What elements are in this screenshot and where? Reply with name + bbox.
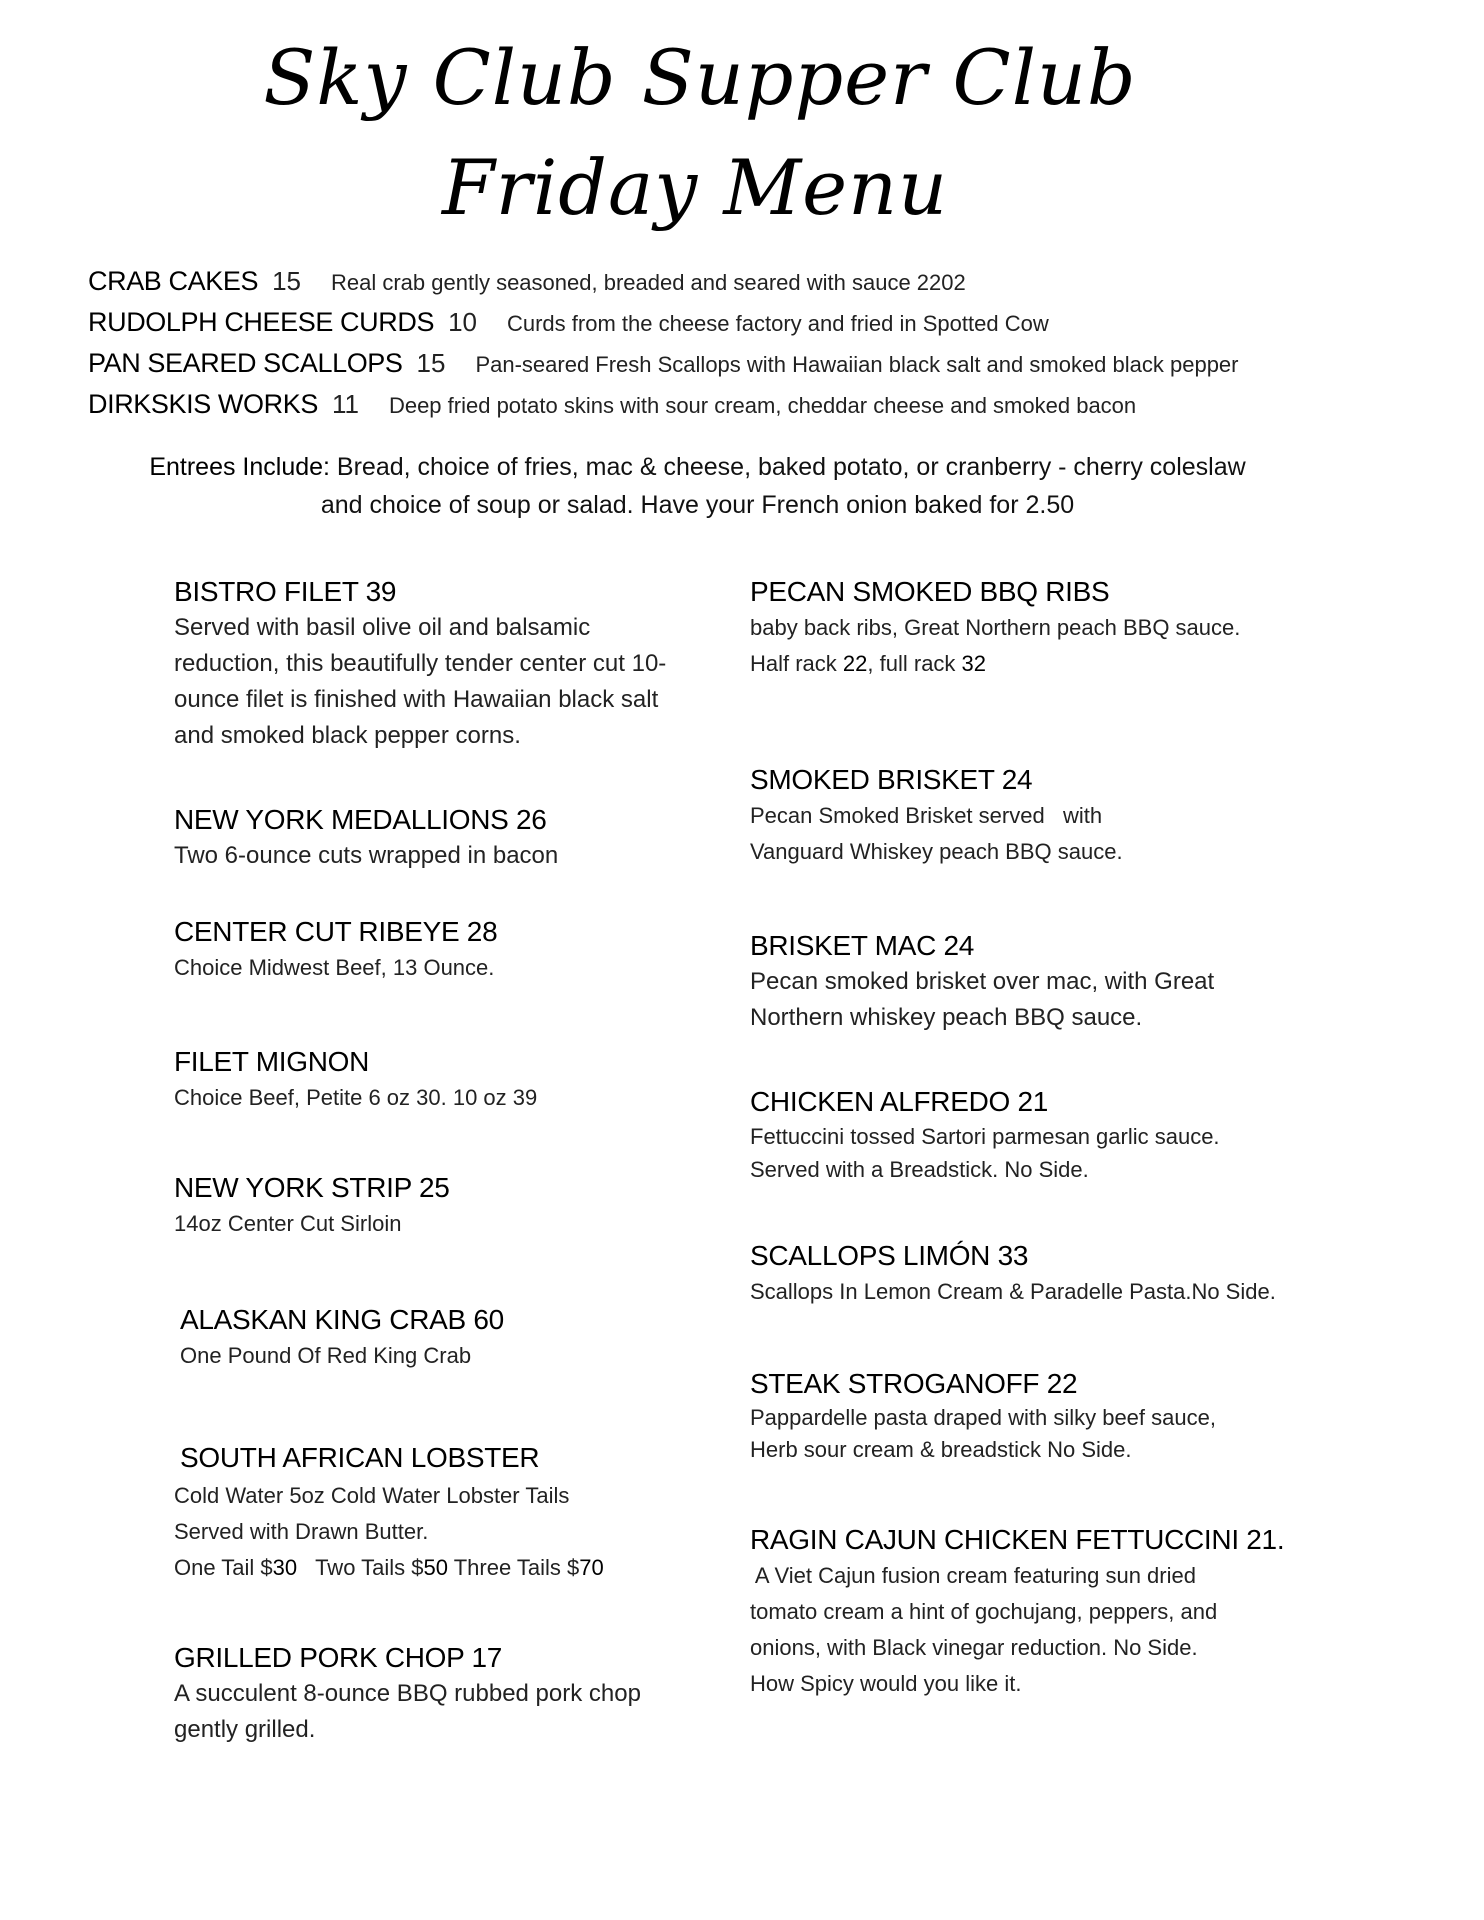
- entree-description: Choice Midwest Beef, 13 Ounce.: [174, 955, 495, 980]
- entrees-include-line1: Bread, choice of fries, mac & cheese, baked potato, or cranberry - cherry coleslaw: [329, 453, 1246, 481]
- entree-description: Herb sour cream & breadstick No Side.: [750, 1437, 1132, 1462]
- entree-name: NEW YORK MEDALLIONS 26: [174, 804, 547, 835]
- lobster-prices: One Tail $30 Two Tails $50 Three Tails $70: [174, 1555, 604, 1580]
- appetizer-list: [88, 266, 1468, 430]
- entree-item: [750, 1522, 1320, 1702]
- appetizer-description: Deep fried potato skins with sour cream, cheddar cheese and smoked bacon: [388, 393, 1137, 418]
- entree-item: [750, 1366, 1320, 1466]
- appetizer-name: RUDOLPH CHEESE CURDS: [88, 307, 435, 337]
- entree-item: [174, 1640, 744, 1748]
- appetizer-price: 15: [272, 266, 301, 296]
- entree-description: ounce filet is finished with Hawaiian black salt: [174, 686, 659, 713]
- entree-description: Northern whiskey peach BBQ sauce.: [750, 1004, 1143, 1031]
- entree-item: [174, 914, 744, 986]
- menu-title: Friday Menu: [441, 143, 949, 232]
- appetizer-description: Curds from the cheese factory and fried in Spotted Cow: [506, 311, 1049, 336]
- entree-name: ALASKAN KING CRAB 60: [180, 1304, 504, 1335]
- entree-name: RAGIN CAJUN CHICKEN FETTUCCINI 21.: [750, 1524, 1285, 1555]
- entrees-include-note: [100, 448, 1295, 524]
- appetizer-item: [88, 266, 1468, 307]
- entree-description: Choice Beef, Petite 6 oz 30. 10 oz 39: [174, 1085, 538, 1110]
- entree-description: A succulent 8-ounce BBQ rubbed pork chop: [174, 1680, 641, 1707]
- entree-name: FILET MIGNON: [174, 1046, 370, 1077]
- entree-item: [750, 1084, 1320, 1186]
- entree-description: Served with Drawn Butter.: [174, 1519, 429, 1544]
- entree-item: [180, 1440, 750, 1476]
- entree-description: gently grilled.: [174, 1716, 316, 1743]
- entree-description: Cold Water 5oz Cold Water Lobster Tails: [174, 1483, 570, 1508]
- entree-item: [750, 574, 1320, 682]
- appetizer-name: DIRKSKIS WORKS: [88, 389, 318, 419]
- appetizer-description: Pan-seared Fresh Scallops with Hawaiian black salt and smoked black pepper: [475, 352, 1239, 377]
- appetizer-item: [88, 389, 1468, 430]
- entree-name: NEW YORK STRIP 25: [174, 1172, 450, 1203]
- appetizer-price: 11: [331, 389, 359, 419]
- rib-prices: Half rack 22, full rack 32: [750, 651, 987, 676]
- restaurant-title: Sky Club Supper Club: [263, 33, 1137, 122]
- appetizer-description: Real crab gently seasoned, breaded and seared with sauce 2202: [330, 270, 966, 295]
- entree-description: Two 6-ounce cuts wrapped in bacon: [174, 842, 559, 869]
- entree-description: Vanguard Whiskey peach BBQ sauce.: [750, 839, 1123, 864]
- entree-description: One Pound Of Red King Crab: [180, 1343, 472, 1368]
- entree-name: BISTRO FILET 39: [174, 576, 397, 607]
- entree-description: onions, with Black vinegar reduction. No Side.: [750, 1635, 1198, 1660]
- appetizer-name: CRAB CAKES: [88, 266, 259, 296]
- entree-description: Fettuccini tossed Sartori parmesan garlic sauce.: [750, 1124, 1220, 1149]
- entree-description: baby back ribs, Great Northern peach BBQ sauce.: [750, 615, 1241, 640]
- entree-description: Pappardelle pasta draped with silky beef sauce,: [750, 1405, 1216, 1430]
- entree-name: STEAK STROGANOFF 22: [750, 1368, 1078, 1399]
- entree-description: Served with basil olive oil and balsamic: [174, 614, 591, 641]
- appetizer-price: 15: [416, 348, 446, 378]
- entree-item: [174, 1044, 744, 1116]
- entree-item-details: [174, 1478, 744, 1586]
- entree-item: [750, 928, 1320, 1036]
- entrees-include-label: Entrees Include:: [149, 453, 330, 481]
- entree-description: tomato cream a hint of gochujang, peppers, and: [750, 1599, 1218, 1624]
- entree-item: [750, 1238, 1320, 1310]
- entree-name: SMOKED BRISKET 24: [750, 764, 1033, 795]
- entree-description: reduction, this beautifully tender center cut 10-: [174, 650, 667, 677]
- entrees-include-line2: and choice of soup or salad. Have your French onion baked for 2.50: [320, 491, 1075, 519]
- appetizer-name: PAN SEARED SCALLOPS: [88, 348, 403, 378]
- entree-item: [180, 1302, 750, 1374]
- entree-item: [174, 802, 744, 874]
- entree-description: and smoked black pepper corns.: [174, 722, 521, 749]
- entree-description: Pecan smoked brisket over mac, with Great: [750, 968, 1215, 995]
- entree-name: PECAN SMOKED BBQ RIBS: [750, 576, 1110, 607]
- entree-name: SOUTH AFRICAN LOBSTER: [180, 1442, 540, 1473]
- entree-name: BRISKET MAC 24: [750, 930, 975, 961]
- appetizer-item: [88, 307, 1468, 348]
- entree-item: [174, 574, 744, 754]
- entree-description: A Viet Cajun fusion cream featuring sun dried: [750, 1563, 1196, 1588]
- entree-description: 14oz Center Cut Sirloin: [174, 1211, 402, 1236]
- entree-description: Served with a Breadstick. No Side.: [750, 1157, 1089, 1182]
- entree-description: How Spicy would you like it.: [750, 1671, 1022, 1696]
- entree-name: GRILLED PORK CHOP 17: [174, 1642, 503, 1673]
- entree-name: CHICKEN ALFREDO 21: [750, 1086, 1049, 1117]
- entree-item: [750, 762, 1320, 870]
- entree-description: Pecan Smoked Brisket served with: [750, 803, 1103, 828]
- entree-name: CENTER CUT RIBEYE 28: [174, 916, 498, 947]
- entree-item: [174, 1170, 744, 1242]
- entree-description: Scallops In Lemon Cream & Paradelle Pasta.No Side.: [750, 1279, 1276, 1304]
- entree-name: SCALLOPS LIMÓN 33: [750, 1240, 1029, 1271]
- appetizer-price: 10: [448, 307, 477, 337]
- appetizer-item: [88, 348, 1468, 389]
